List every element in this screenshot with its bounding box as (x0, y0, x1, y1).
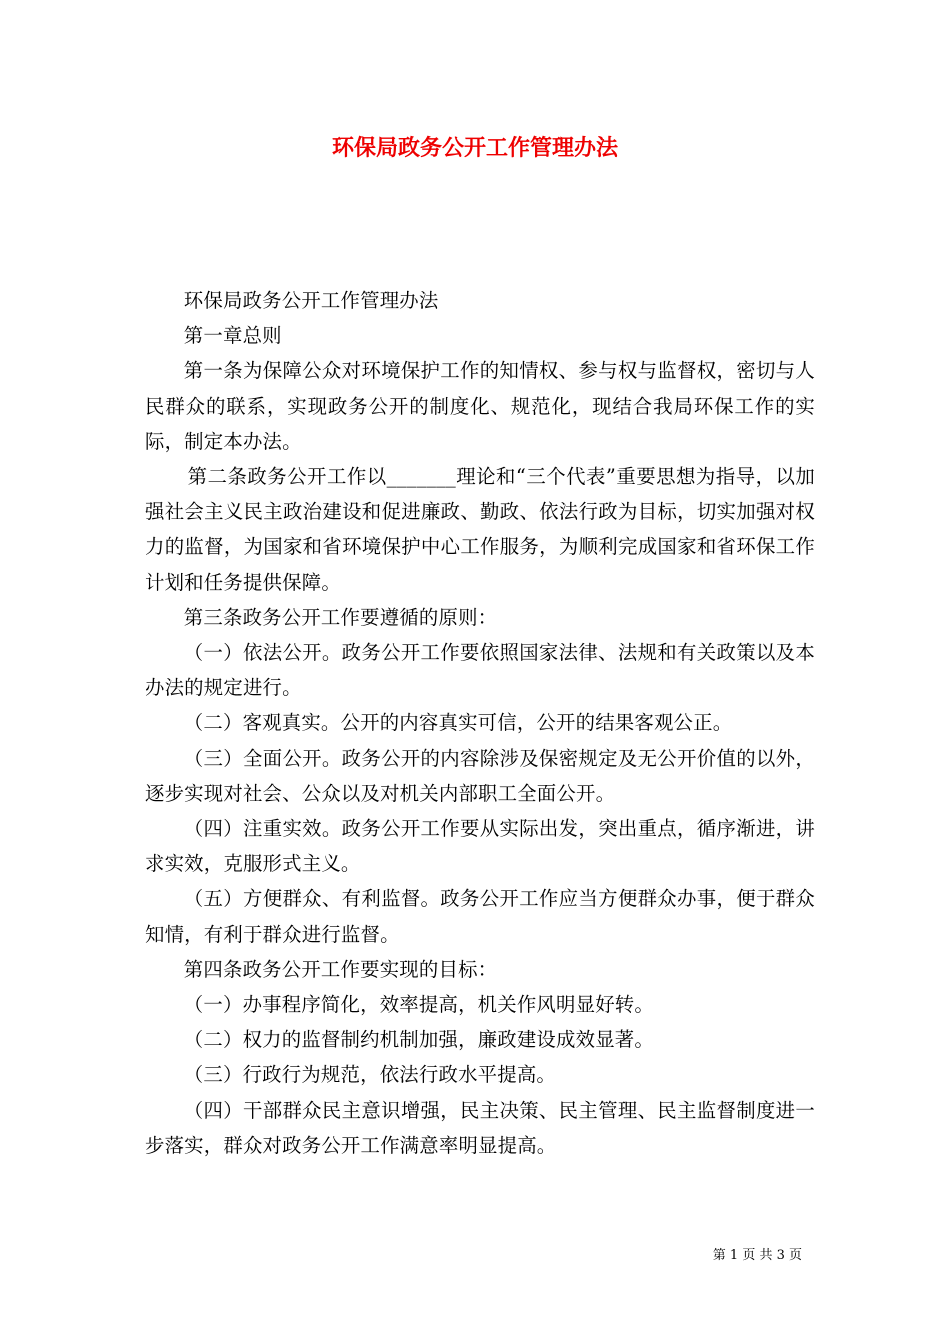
paragraph-article-4: 第四条政务公开工作要实现的目标： (183, 957, 498, 981)
paragraph-heading: 环保局政务公开工作管理办法 (183, 289, 439, 312)
paragraph-goal-2: （二）权力的监督制约机制加强，廉政建设成效显著。 (183, 1028, 654, 1052)
paragraph-article-2: 第二条政务公开工作以_______理论和“三个代表”重要思想为指导，以加强社会主义民主政治建设和促进廉政、勤政、依法行政为目标，切实加强对权力的监督，为国家和省环境保护中心工作服务，为顺利完成国家和省环保工作计划和任务提供保障。 (145, 465, 815, 594)
paragraph-principle-5: （五）方便群众、有利监督。政务公开工作应当方便群众办事，便于群众知情，有利于群众进行监督。 (145, 887, 815, 946)
paragraph-article-3: 第三条政务公开工作要遵循的原则： (183, 605, 498, 629)
page-number-footer: 第 1 页 共 3 页 (712, 1248, 802, 1263)
paragraph-principle-1: （一）依法公开。政务公开工作要依照国家法律、法规和有关政策以及本办法的规定进行。 (145, 641, 815, 700)
document-title: 环保局政务公开工作管理办法 (331, 135, 618, 161)
document-body (145, 283, 815, 1163)
paragraph-article-1: 第一条为保障公众对环境保护工作的知情权、参与权与监督权，密切与人民群众的联系，实现政务公开的制度化、规范化，现结合我局环保工作的实际，制定本办法。 (145, 359, 815, 453)
paragraph-goal-4: （四）干部群众民主意识增强，民主决策、民主管理、民主监督制度进一步落实，群众对政务公开工作满意率明显提高。 (145, 1098, 815, 1157)
paragraph-principle-3: （三）全面公开。政务公开的内容除涉及保密规定及无公开价值的以外，逐步实现对社会、公众以及对机关内部职工全面公开。 (145, 746, 815, 805)
paragraph-goal-1: （一）办事程序简化，效率提高，机关作风明显好转。 (183, 993, 654, 1017)
paragraph-chapter-title: 第一章总则 (183, 324, 282, 348)
paragraph-principle-4: （四）注重实效。政务公开工作要从实际出发，突出重点，循序渐进，讲求实效，克服形式主义。 (145, 817, 815, 876)
paragraph-principle-2: （二）客观真实。公开的内容真实可信，公开的结果客观公正。 (183, 711, 733, 735)
paragraph-goal-3: （三）行政行为规范，依法行政水平提高。 (183, 1063, 557, 1087)
